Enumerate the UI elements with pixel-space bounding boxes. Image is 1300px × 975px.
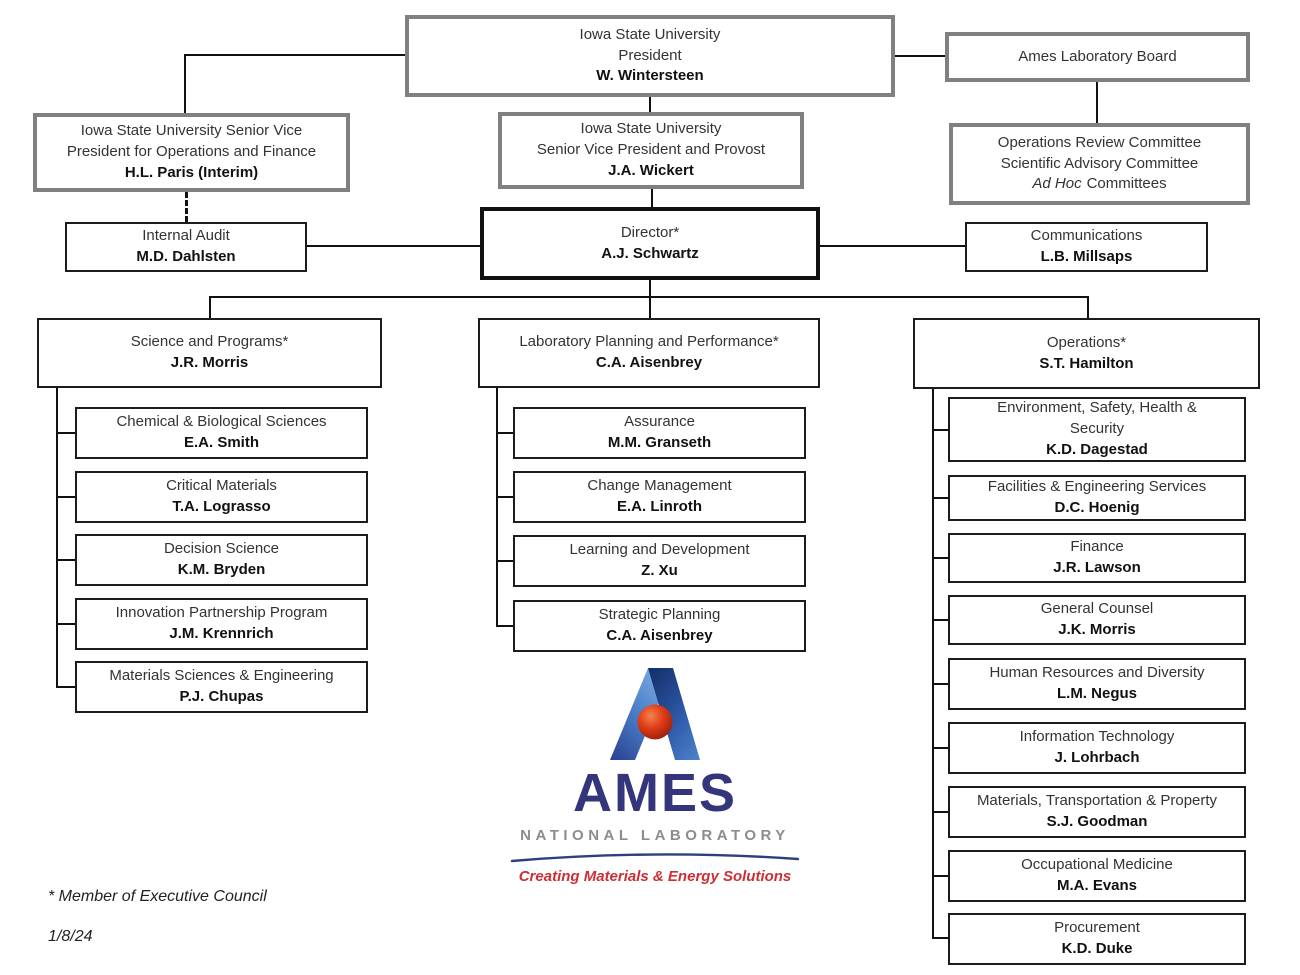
connector-president-to-svpops-v [184, 54, 186, 113]
box-person: S.J. Goodman [1046, 813, 1148, 830]
box-title: Science and Programs* [130, 333, 289, 351]
box-title: Director* [620, 223, 680, 241]
box-title: General Counsel [1040, 600, 1154, 618]
box-person: K.M. Bryden [177, 561, 266, 578]
box-person: J.A. Wickert [608, 161, 694, 179]
box-person: L.B. Millsaps [1040, 248, 1133, 265]
org-box-environment-safety-health-security [948, 397, 1246, 462]
stub-planning-0 [496, 432, 513, 434]
box-title: Ames Laboratory Board [1018, 47, 1177, 65]
box-title: Communications [1030, 227, 1143, 245]
stub-operations-1 [932, 497, 948, 499]
spine-operations [932, 389, 934, 939]
connector-director-down [649, 280, 651, 297]
box-person: C.A. Aisenbrey [595, 354, 703, 371]
org-box-finance [948, 533, 1246, 583]
org-box-director [480, 207, 820, 280]
stub-operations-3 [932, 619, 948, 621]
org-box-learning-development [513, 535, 806, 587]
box-title: Assurance [624, 413, 695, 431]
box-person: E.A. Linroth [617, 498, 702, 515]
box-title: Internal Audit [142, 227, 230, 245]
connector-board-to-committees [1096, 82, 1098, 123]
box-title: Iowa State University [580, 120, 722, 138]
box-title: Information Technology [1019, 728, 1175, 746]
org-box-provost [498, 112, 804, 189]
box-title: Finance [1070, 538, 1124, 556]
org-box-materials-sciences-engineering [75, 661, 368, 713]
box-person: A.J. Schwartz [601, 244, 699, 262]
connector-drop-planning [649, 296, 651, 318]
connector-president-to-provost [649, 96, 651, 112]
stub-operations-5 [932, 747, 948, 749]
box-title: Scientific Advisory Committee [1000, 154, 1199, 172]
stub-operations-7 [932, 875, 948, 877]
box-person: J. Lohrbach [1054, 749, 1140, 766]
box-person: J.M. Krennrich [169, 625, 274, 642]
connector-drop-operations [1087, 296, 1089, 318]
box-person: H.L. Paris (Interim) [124, 163, 259, 181]
org-box-procurement [948, 913, 1246, 965]
adhoc-italic: Ad Hoc [1032, 175, 1082, 193]
box-person: J.R. Morris [170, 354, 249, 371]
connector-director-to-communications [820, 245, 965, 247]
logo-wordmark: AMES [572, 763, 737, 823]
org-box-chemical-biological-sciences [75, 407, 368, 459]
box-title: Procurement [1054, 919, 1140, 937]
box-title: Occupational Medicine [1021, 856, 1173, 874]
connector-president-to-svpops-h [185, 54, 406, 56]
box-title: Laboratory Planning and Performance* [519, 333, 779, 351]
box-title: Operations* [1046, 333, 1127, 351]
box-title: Facilities & Engineering Services [987, 478, 1207, 496]
org-box-change-management [513, 471, 806, 523]
box-person: S.T. Hamilton [1039, 354, 1134, 372]
stub-operations-8 [932, 937, 948, 939]
box-title: Strategic Planning [598, 606, 721, 624]
org-box-assurance [513, 407, 806, 459]
stub-science-2 [56, 559, 75, 561]
org-box-general-counsel [948, 595, 1246, 645]
ames-logo [505, 666, 805, 885]
org-box-strategic-planning [513, 600, 806, 652]
box-title: Chemical & Biological Sciences [116, 413, 327, 431]
connector-president-to-board [894, 55, 945, 57]
box-title: Materials, Transportation & Property [976, 792, 1218, 810]
stub-operations-0 [932, 429, 948, 431]
box-person: C.A. Aisenbrey [606, 627, 713, 644]
box-person: T.A. Lograsso [172, 498, 271, 515]
box-title: Iowa State University [579, 25, 721, 43]
chart-date: 1/8/24 [48, 928, 93, 945]
org-box-communications [965, 222, 1208, 272]
stub-science-0 [56, 432, 75, 434]
stub-science-3 [56, 623, 75, 625]
spine-planning [496, 388, 498, 626]
logo-tagline: Creating Materials & Energy Solutions [518, 868, 792, 885]
stub-operations-2 [932, 557, 948, 559]
stub-operations-6 [932, 811, 948, 813]
box-title: Critical Materials [166, 477, 277, 495]
box-person: M.A. Evans [1056, 877, 1138, 894]
box-person: L.M. Negus [1056, 685, 1137, 702]
executive-council-footnote: * Member of Executive Council [48, 888, 267, 905]
org-box-committees [949, 123, 1250, 205]
box-person: P.J. Chupas [179, 688, 264, 705]
box-title: President [618, 46, 682, 64]
connector-provost-to-director [651, 189, 653, 207]
org-box-facilities-engineering-services [948, 475, 1246, 521]
org-box-innovation-partnership-program [75, 598, 368, 650]
stub-planning-3 [496, 625, 513, 627]
box-person: K.D. Dagestad [1046, 440, 1148, 458]
box-person: W. Wintersteen [596, 67, 704, 85]
box-title: Decision Science [163, 540, 280, 558]
box-title: Learning and Development [569, 541, 750, 559]
org-box-materials-transportation-property [948, 786, 1246, 838]
box-title: Materials Sciences & Engineering [109, 667, 334, 685]
org-box-president [405, 15, 895, 97]
box-title: Human Resources and Diversity [989, 664, 1205, 682]
org-box-decision-science [75, 534, 368, 586]
org-box-operations [913, 318, 1260, 389]
box-title: Iowa State University Senior Vice President for Operations and Finance [66, 122, 317, 161]
connector-svpops-to-audit-dashed [185, 192, 188, 222]
box-person: J.K. Morris [1058, 621, 1136, 638]
org-box-svp-operations-finance [33, 113, 350, 192]
org-box-information-technology [948, 722, 1246, 774]
box-title: Operations Review Committee [997, 133, 1202, 151]
box-person: J.R. Lawson [1053, 559, 1141, 576]
stub-planning-2 [496, 560, 513, 562]
stub-planning-1 [496, 496, 513, 498]
org-box-internal-audit [65, 222, 307, 272]
box-title [1032, 174, 1166, 195]
stub-operations-4 [932, 683, 948, 685]
box-title: Environment, Safety, Health & Security [997, 399, 1197, 438]
logo-subtitle: NATIONAL LABORATORY [520, 827, 790, 844]
connector-drop-science [209, 296, 211, 318]
box-title: Change Management [587, 477, 732, 495]
stub-science-4 [56, 686, 75, 688]
org-box-occupational-medicine [948, 850, 1246, 902]
adhoc-rest: Committees [1086, 175, 1167, 193]
box-person: K.D. Duke [1061, 940, 1133, 957]
ames-a-mark-icon [609, 666, 701, 762]
org-box-lab-planning-performance [478, 318, 820, 388]
box-title: Senior Vice President and Provost [536, 141, 766, 159]
org-box-human-resources-diversity [948, 658, 1246, 710]
box-person: M.D. Dahlsten [136, 248, 236, 265]
org-box-science-programs [37, 318, 382, 388]
box-person: E.A. Smith [183, 434, 259, 451]
box-person: Z. Xu [641, 562, 678, 579]
box-title: Innovation Partnership Program [115, 604, 328, 622]
box-person: M.M. Granseth [607, 434, 712, 451]
logo-swoosh-icon [510, 848, 800, 864]
org-box-critical-materials [75, 471, 368, 523]
connector-audit-to-director [307, 245, 480, 247]
stub-science-1 [56, 496, 75, 498]
box-person: D.C. Hoenig [1054, 499, 1140, 516]
org-box-ames-laboratory-board [945, 32, 1250, 82]
